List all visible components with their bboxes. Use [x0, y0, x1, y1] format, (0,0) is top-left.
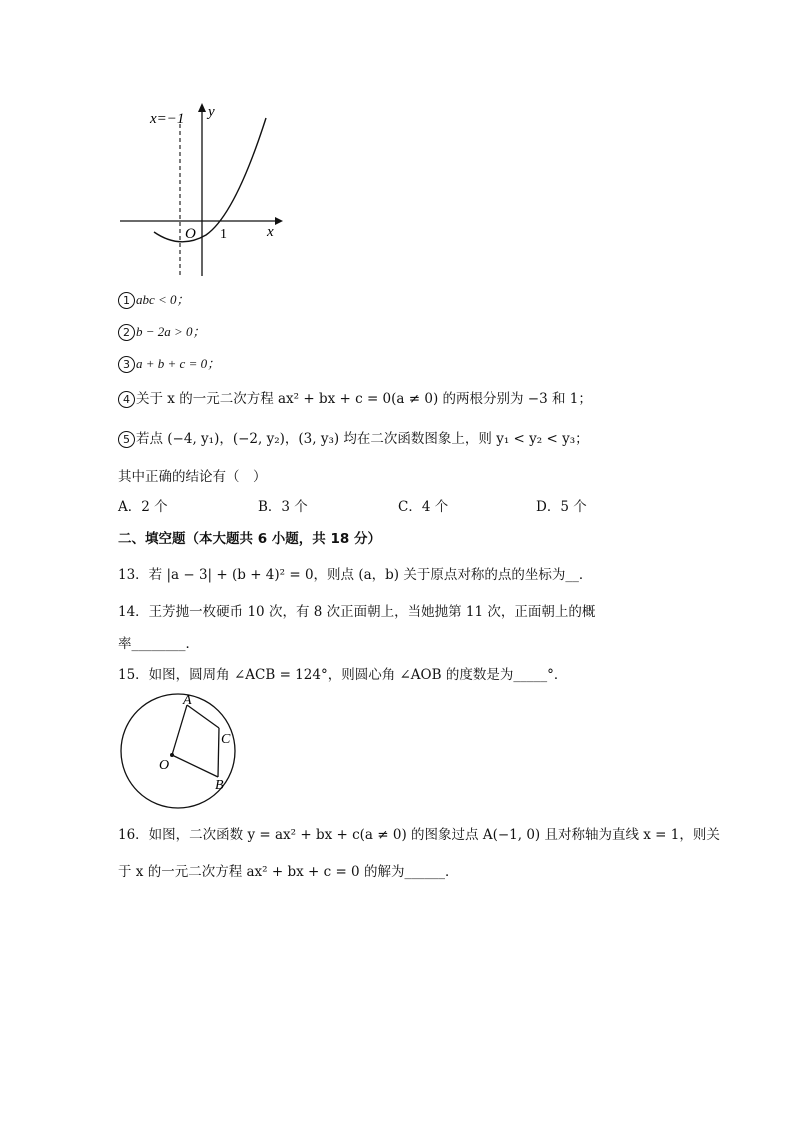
statement-2: 2 b − 2a > 0；: [118, 323, 206, 341]
circled-number: 3: [118, 356, 135, 373]
chord-ob: [172, 755, 218, 777]
statement-3: 3 a + b + c = 0；: [118, 355, 220, 373]
circle-figure: [115, 693, 255, 813]
y-axis-arrow: [198, 103, 206, 112]
section-title: 二、填空题（本大题共 6 小题，共 18 分）: [118, 531, 381, 547]
chord-ac: [187, 705, 219, 728]
statement-1: 1 abc < 0；: [118, 291, 190, 309]
origin-label: O: [185, 226, 196, 242]
statement-4: 4 关于 x 的一元二次方程 ax² + bx + c = 0(a ≠ 0) 的两根分别为 −3 和 1；: [118, 390, 592, 408]
option-d: D．5 个: [536, 499, 587, 515]
label-b: B: [215, 778, 224, 793]
parabola-graph: [110, 100, 290, 280]
question-14-line1: 14．王芳抛一枚硬币 10 次，有 8 次正面朝上，当她抛第 11 次，正面朝上的概: [118, 604, 596, 620]
circled-number: 4: [118, 391, 135, 408]
circled-number: 1: [118, 292, 135, 309]
statement-5: 5 若点 (−4, y₁)，(−2, y₂)，(3, y₃) 均在二次函数图象上，则 y₁ < y₂ < y₃；: [118, 430, 589, 448]
symmetry-label: x=−1: [150, 111, 185, 127]
circled-number: 2: [118, 324, 135, 341]
chord-cb: [218, 728, 219, 777]
one-label: 1: [220, 227, 227, 242]
label-o: O: [159, 758, 170, 773]
parabola-curve: [154, 118, 266, 242]
question-13: 13．若 |a − 3| + (b + 4)² = 0，则点 (a，b) 关于原点对称的点的坐标为__．: [118, 567, 593, 583]
chord-oa: [172, 705, 187, 755]
question-prompt: 其中正确的结论有（ ）: [118, 469, 267, 485]
circled-number: 5: [118, 431, 135, 448]
question-14-line2: 率________．: [118, 636, 199, 652]
option-c: C．4 个: [398, 499, 449, 515]
question-15: 15．如图，圆周角 ∠ACB = 124°，则圆心角 ∠AOB 的度数是为_____°．: [118, 667, 568, 683]
x-label: x: [267, 224, 274, 240]
center-point: [170, 753, 174, 757]
label-a: A: [183, 693, 192, 708]
question-16-line1: 16．如图，二次函数 y = ax² + bx + c(a ≠ 0) 的图象过点 A(−1, 0) 且对称轴为直线 x = 1，则关: [118, 827, 720, 843]
option-a: A．2 个: [118, 499, 168, 515]
question-16-line2: 于 x 的一元二次方程 ax² + bx + c = 0 的解为______．: [118, 864, 459, 880]
y-label: y: [208, 104, 215, 120]
label-c: C: [221, 732, 231, 747]
option-b: B．3 个: [258, 499, 308, 515]
x-axis-arrow: [275, 217, 283, 225]
